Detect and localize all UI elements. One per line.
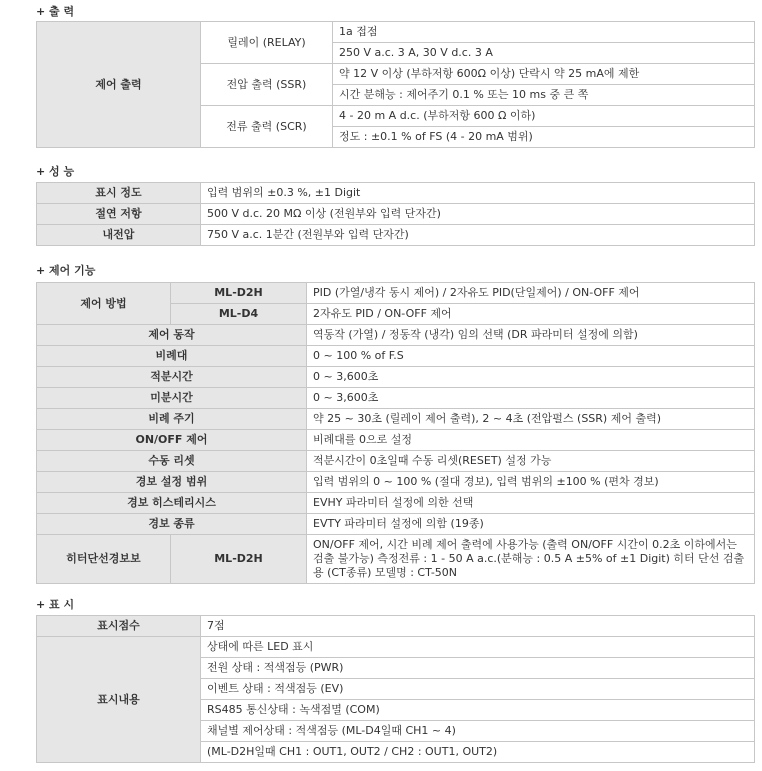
scr-value-2: 정도 : ±0.1 % of FS (4 - 20 mA 범위) xyxy=(333,127,755,148)
control-row-value: 0 ~ 100 % of F.S xyxy=(307,346,755,367)
perf-label: 절연 저항 xyxy=(37,204,201,225)
display-count-value: 7점 xyxy=(201,616,755,637)
control-row-label: 수동 리셋 xyxy=(37,451,307,472)
control-row-label: 제어 동작 xyxy=(37,325,307,346)
control-row-label: 경보 설정 범위 xyxy=(37,472,307,493)
display-content-line: 채널별 제어상태 : 적색점등 (ML-D4일때 CH1 ~ 4) xyxy=(201,721,755,742)
section-title-output: + 출 력 xyxy=(36,5,75,18)
control-row-value: 0 ~ 3,600초 xyxy=(307,367,755,388)
control-row-value: 역동작 (가열) / 정동작 (냉각) 임의 선택 (DR 파라미터 설정에 의함) xyxy=(307,325,755,346)
control-row-label: 경보 히스테리시스 xyxy=(37,493,307,514)
display-content-line: 이벤트 상태 : 적색점등 (EV) xyxy=(201,679,755,700)
control-row-value: 입력 범위의 0 ~ 100 % (절대 경보), 입력 범위의 ±100 % (편차 경보) xyxy=(307,472,755,493)
control-row-label: 적분시간 xyxy=(37,367,307,388)
control-row-label: 경보 종류 xyxy=(37,514,307,535)
section-title-display: + 표 시 xyxy=(36,598,75,611)
scr-label: 전류 출력 (SCR) xyxy=(201,106,333,148)
control-output-label: 제어 출력 xyxy=(37,22,201,148)
control-row-value: EVTY 파라미터 설정에 의함 (19종) xyxy=(307,514,755,535)
output-table xyxy=(36,21,755,148)
control-method-label: 제어 방법 xyxy=(37,283,171,325)
display-content-line: 전원 상태 : 적색점등 (PWR) xyxy=(201,658,755,679)
control-row-label: 비례 주기 xyxy=(37,409,307,430)
perf-value: 입력 범위의 ±0.3 %, ±1 Digit xyxy=(201,183,755,204)
model-label: ML-D2H xyxy=(171,283,307,304)
control-row-value: 적분시간이 0초일때 수동 리셋(RESET) 설정 가능 xyxy=(307,451,755,472)
control-row-value: 비례대를 0으로 설정 xyxy=(307,430,755,451)
display-table xyxy=(36,615,755,763)
relay-value-1: 1a 접점 xyxy=(333,22,755,43)
control-row-value: 약 25 ~ 30초 (릴레이 제어 출력), 2 ~ 4초 (전압펄스 (SSR) 제어 출력) xyxy=(307,409,755,430)
scr-value-1: 4 - 20 m A d.c. (부하저항 600 Ω 이하) xyxy=(333,106,755,127)
performance-table xyxy=(36,182,755,246)
perf-label: 내전압 xyxy=(37,225,201,246)
ssr-value-2: 시간 분해능 : 제어주기 0.1 % 또는 10 ms 중 큰 쪽 xyxy=(333,85,755,106)
control-row-label: 비례대 xyxy=(37,346,307,367)
control-table xyxy=(36,282,755,584)
control-row-label: ON/OFF 제어 xyxy=(37,430,307,451)
section-title-control: + 제어 기능 xyxy=(36,264,96,277)
control-method-value: 2자유도 PID / ON-OFF 제어 xyxy=(307,304,755,325)
heater-alarm-value: ON/OFF 제어, 시간 비례 제어 출력에 사용가능 (출력 ON/OFF 시간이 0.2초 이하에서는 검출 불가능) 측정전류 : 1 - 50 A a.c.(분해능 : 0.5 A ±5% of ±1 Digit) 히터 단선 검출용 (CT종류) 모델명 : CT-50N xyxy=(307,535,755,584)
control-row-value: EVHY 파라미터 설정에 의한 선택 xyxy=(307,493,755,514)
display-content-line: (ML-D2H일때 CH1 : OUT1, OUT2 / CH2 : OUT1, OUT2) xyxy=(201,742,755,763)
control-row-value: 0 ~ 3,600초 xyxy=(307,388,755,409)
ssr-value-1: 약 12 V 이상 (부하저항 600Ω 이상) 단락시 약 25 mA에 제한 xyxy=(333,64,755,85)
display-count-label: 표시점수 xyxy=(37,616,201,637)
control-row-label: 미분시간 xyxy=(37,388,307,409)
display-content-line: RS485 통신상태 : 녹색점멸 (COM) xyxy=(201,700,755,721)
section-title-performance: + 성 능 xyxy=(36,165,75,178)
relay-label: 릴레이 (RELAY) xyxy=(201,22,333,64)
perf-label: 표시 정도 xyxy=(37,183,201,204)
ssr-label: 전압 출력 (SSR) xyxy=(201,64,333,106)
display-content-line: 상태에 따른 LED 표시 xyxy=(201,637,755,658)
heater-model-label: ML-D2H xyxy=(171,535,307,584)
relay-value-2: 250 V a.c. 3 A, 30 V d.c. 3 A xyxy=(333,43,755,64)
heater-alarm-label: 히터단선경보보 xyxy=(37,535,171,584)
model-label: ML-D4 xyxy=(171,304,307,325)
control-method-value: PID (가열/냉각 동시 제어) / 2자유도 PID(단일제어) / ON-OFF 제어 xyxy=(307,283,755,304)
display-content-label: 표시내용 xyxy=(37,637,201,763)
perf-value: 500 V d.c. 20 MΩ 이상 (전원부와 입력 단자간) xyxy=(201,204,755,225)
perf-value: 750 V a.c. 1분간 (전원부와 입력 단자간) xyxy=(201,225,755,246)
